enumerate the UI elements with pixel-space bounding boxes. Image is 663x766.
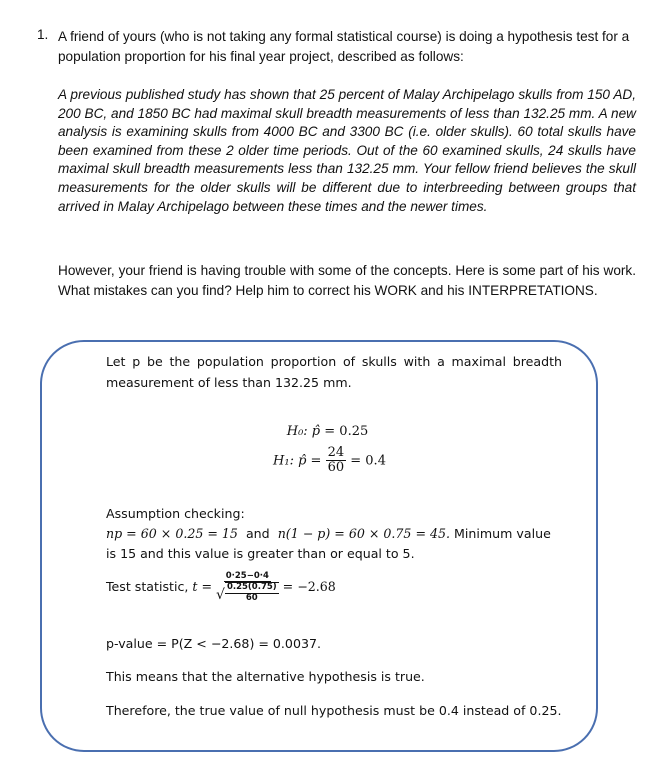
conclusion-alternative: This means that the alternative hypothesis is true.: [106, 669, 425, 684]
question-scenario: A previous published study has shown that 25 percent of Malay Archipelago skulls from 150 AD, 200 BC, and 1850 BC had maximal skull breadth measurements of less than 132.25 mm. A new analysis is examining skulls from 4000 BC and 3300 BC (i.e. older skulls). 60 total skulls have been examined from these 2 older time periods. Out of the 60 examined skulls, 24 skulls have maximal skull breadth measurements less than 132.25 mm. Your fellow friend believes the skull measurements for the older skulls will be different due to interbreeding between groups that arrived in Malay Archipelago between these times and the newer times.: [58, 87, 636, 214]
assumption-line: np = 60 × 0.25 = 15 and n(1 − p) = 60 × 0.75 = 45. Minimum value: [106, 526, 551, 541]
conclusion-null: Therefore, the true value of null hypothesis must be 0.4 instead of 0.25.: [106, 703, 562, 718]
test-statistic-fraction: 0·25−0·4 √ $\frac{0.25(0.75)}{60}$: [216, 571, 277, 603]
assumption-heading: Assumption checking:: [106, 506, 245, 521]
question-instructions: However, your friend is having trouble with some of the concepts. Here is some part of his work. What mistakes can you find? Help him to correct his WORK and his INTERPRETATIONS.: [58, 263, 636, 298]
p-value: p-value = P(Z < −2.68) = 0.0037.: [106, 636, 321, 651]
fraction-24-60: $\frac{24}{60}$: [327, 445, 345, 476]
question-number: 1.: [37, 27, 49, 42]
alternative-hypothesis: H₁: p̂ = $\frac{24}{60}$ = 0.4: [273, 445, 386, 476]
assumption-conclusion: is 15 and this value is greater than or equal to 5.: [106, 546, 415, 561]
test-statistic: Test statistic, t = 0·25−0·4 √ $\frac{0.25(0.75)}{60}$ = −2.68: [106, 571, 336, 603]
square-root: √ $\frac{0.25(0.75)}{60}$: [216, 582, 277, 603]
null-hypothesis: H₀: p̂ = 0.25: [286, 424, 369, 439]
definition-text: Let p be the population proportion of skulls with a maximal breadth measurement of less than 132.25 mm.: [106, 354, 562, 390]
question-intro: A friend of yours (who is not taking any formal statistical course) is doing a hypothesis test for a population proportion for his final year project, described as follows:: [58, 29, 630, 64]
